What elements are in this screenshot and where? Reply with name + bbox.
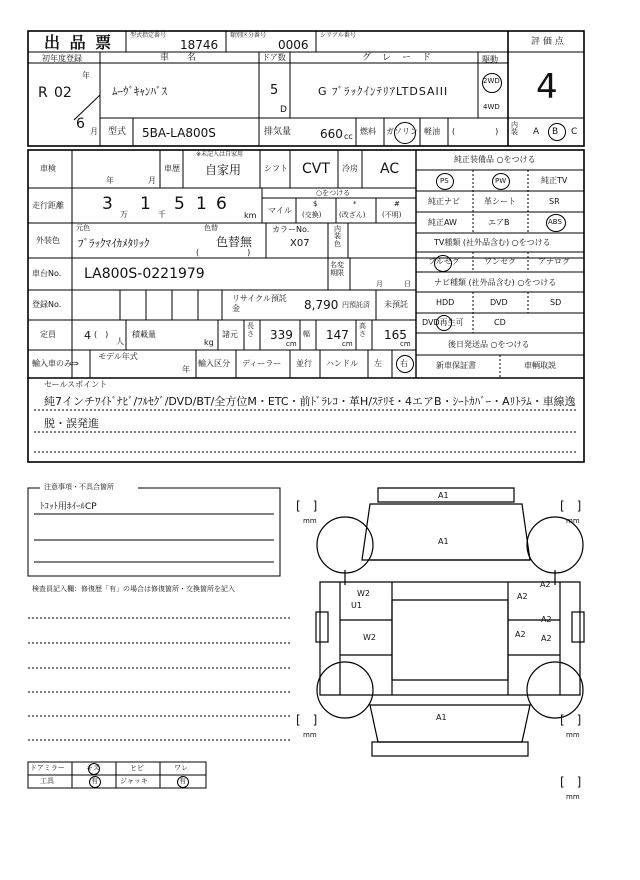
tire-bracket-fl: [ ] [296, 499, 318, 513]
tire-unit: mm [303, 517, 317, 525]
damage-mark: A2 [541, 615, 552, 624]
first-reg-label: 初年度登録 [42, 54, 82, 63]
recycle-value: 8,790 [304, 298, 339, 312]
displacement-unit: cc [344, 132, 353, 141]
capacity-paren: ( ) [94, 330, 109, 339]
tamper-text: (改ざん) [339, 211, 366, 219]
load-unit: kg [204, 338, 214, 347]
width-label: 幅 [303, 330, 310, 338]
handle-left: 左 [374, 359, 382, 368]
tire-unit: mm [566, 793, 580, 801]
mileage-unit-sen: 千 [158, 210, 166, 219]
fuel-label: 燃料 [360, 127, 376, 136]
import-parallel: 並行 [296, 359, 312, 368]
tire-bracket-rr: [ ] [560, 713, 582, 727]
legend-tools: 工具 [40, 777, 54, 785]
navi-dvd: DVD [490, 298, 508, 307]
mileage-unit-man: 万 [120, 210, 128, 219]
mileage-mark-title: ○をつける [316, 189, 351, 197]
chassis-value: LA800S-0221979 [84, 266, 205, 282]
doors-label: ドア数 [262, 53, 286, 62]
displacement-value: 660 [320, 127, 343, 141]
interior-b: B [552, 127, 559, 137]
displacement-label: 排気量 [264, 127, 292, 137]
tire-unit: mm [566, 517, 580, 525]
rating-value: 4 [536, 67, 558, 107]
color-no: X07 [290, 238, 310, 249]
damage-mark: A2 [515, 630, 526, 639]
interior-label: 内装 [511, 121, 518, 136]
length-label: 長さ [247, 322, 254, 338]
tamper-symbol: * [353, 200, 357, 208]
capacity-value: 4 [84, 329, 91, 342]
legend-jack: ジャッキ [120, 777, 148, 785]
car-name-label: 車 名 [160, 53, 197, 63]
navi-hdd: HDD [436, 298, 455, 307]
reg-month: 6 [76, 116, 85, 132]
handle-label: ハンドル [326, 359, 358, 368]
door-type: D [280, 105, 287, 115]
mileage-unit: km [244, 211, 257, 220]
length-unit: cm [286, 340, 297, 348]
year-unit: 年 [82, 71, 90, 80]
legend-tools-have: 有 [91, 777, 98, 785]
equip-airbag: エアB [488, 218, 510, 227]
reg-year: 02 [54, 85, 72, 101]
paint-label: 色替 [204, 224, 218, 232]
car-name: ﾑｰｳﾞｷｬﾝﾊﾞｽ [112, 85, 167, 98]
damage-mark: A2 [517, 592, 528, 601]
model-designation-value: 18746 [180, 38, 219, 52]
paint-value: 色替無 [216, 235, 253, 249]
mileage-digit: 3 [102, 194, 113, 214]
mile-label: マイル [268, 206, 292, 215]
equip-sr: SR [549, 197, 560, 206]
grade-value: G ﾌﾞﾗｯｸｲﾝﾃﾘｱLTDSAIII [318, 85, 449, 98]
tire-bracket-fr: [ ] [560, 499, 582, 513]
equip-genuine-tv: 純正TV [541, 176, 568, 185]
equip-abs: ABS [548, 218, 562, 226]
width-unit: cm [342, 340, 353, 348]
import-type-label: 輸入区分 [198, 359, 230, 368]
model-value: 5BA-LA800S [142, 126, 216, 140]
navi-dvd-play: DVD再生可 [422, 318, 464, 327]
drive-2wd: 2WD [483, 77, 500, 85]
paint-paren: ( ) [196, 248, 251, 257]
tv-fullseg: フルセグ [428, 257, 460, 266]
drive-4wd: 4WD [483, 103, 500, 111]
history-label: 車歴 [164, 164, 180, 173]
rating-label: 評 価 点 [531, 37, 564, 47]
exchange-text: (交換) [302, 211, 322, 219]
inspection-label: 車検 [40, 164, 56, 173]
height-label: 高さ [359, 322, 366, 338]
interior-a: A [533, 127, 540, 137]
dims-label: 諸元 [222, 330, 238, 339]
length-value: 339 [270, 328, 293, 342]
import-label: 輸入車のみ⇒ [32, 359, 79, 368]
tire-unit: mm [303, 731, 317, 739]
sales-label: セールスポイント [44, 380, 108, 389]
genuine-title: 純正装備品 ○をつける [454, 155, 536, 164]
recycle-label: リサイクル預託金 [232, 294, 287, 313]
tire-bracket-spare: [ ] [560, 775, 582, 789]
damage-mark: W2 [363, 633, 376, 642]
mileage-digit: 1 [140, 194, 151, 214]
tv-analog: アナログ [538, 257, 570, 266]
exchange-symbol: $ [313, 200, 318, 208]
equip-ps: PS [440, 177, 449, 185]
form-title: 出 品 票 [44, 33, 114, 52]
damage-mark: U1 [351, 601, 362, 610]
navi-cd: CD [494, 318, 506, 327]
fuel-gas: ガソリン [386, 127, 418, 136]
legend-jack-have: 有 [179, 777, 186, 785]
model-designation-label: 型式指定番号 [130, 32, 167, 39]
notes-line-1: ﾄｺｯﾄ用ﾎｲｰﾙCP [40, 502, 97, 512]
name-change-day: 日 [404, 280, 411, 288]
category-label: 類別区分番号 [230, 32, 267, 39]
inspection-month-unit: 月 [148, 176, 156, 185]
color-label: 外装色 [36, 236, 60, 245]
unknown-text: (不明) [382, 211, 402, 219]
after-title: 後日発送品 ○をつける [448, 340, 530, 349]
import-dealer: ディーラー [242, 359, 282, 368]
damage-mark: A1 [436, 713, 447, 722]
notes-label: 注意事項・不具合箇所 [44, 483, 114, 491]
category-value: 0006 [278, 38, 309, 52]
interior-c: C [571, 127, 578, 137]
inspection-year-unit: 年 [106, 176, 114, 185]
damage-mark: W2 [357, 589, 370, 598]
interior-color-label: 内装色 [334, 225, 341, 248]
sales-line-2: 脱・誤発進 [44, 417, 99, 430]
ac-label: 冷房 [342, 164, 358, 173]
after-warranty: 新車保証書 [436, 361, 476, 370]
damage-mark: A1 [438, 537, 449, 546]
month-unit: 月 [90, 127, 98, 136]
handle-right: 右 [400, 359, 408, 368]
height-unit: cm [400, 340, 411, 348]
inspector-label: 検査員記入欄：修復歴「有」の場合は修復箇所・交換箇所を記入 [32, 585, 235, 593]
fuel-light: 軽油 [424, 127, 440, 136]
tv-title: TV種類 (社外品含む) ○をつける [434, 238, 551, 247]
sales-line-1: 純7インチﾜｲﾄﾞﾅﾋﾞ/ﾌﾙｾｸﾞ/DVD/BT/全方位M・ETC・前ﾄﾞﾗﾚｺ・革H/ｽﾃﾘﾓ・4エアB・ｼｰﾄｶﾊﾞｰ・Aﾘﾄﾗﾑ・車線逸 [44, 395, 576, 408]
serial-label: シリアル番号 [320, 32, 356, 39]
drive-label: 駆動 [482, 55, 498, 64]
capacity-label: 定員 [40, 330, 56, 339]
legend-crack: ヒビ [130, 764, 144, 772]
history-value: 自家用 [205, 163, 242, 177]
tire-bracket-rl: [ ] [296, 713, 318, 727]
damage-mark: A2 [541, 634, 552, 643]
ac-value: AC [380, 161, 400, 177]
mileage-label: 走行距離 [32, 201, 64, 210]
legend-door-mirror: ドアミラー [30, 764, 65, 772]
equip-genuine-aw: 純正AW [428, 218, 457, 227]
damage-mark: A2 [540, 580, 551, 589]
original-color: ﾌﾞﾗｯｸﾏｲｶﾒﾀﾘｯｸ [78, 237, 150, 250]
chassis-label: 車台No. [32, 269, 62, 278]
model-label: 型式 [108, 127, 127, 137]
mileage-digit: 5 [174, 194, 185, 214]
navi-title: ナビ種類 (社外品含む) ○をつける [434, 278, 557, 287]
navi-sd: SD [550, 298, 562, 307]
doors-value: 5 [270, 83, 279, 98]
capacity-unit: 人 [116, 337, 124, 346]
equip-leather-seat: 革シート [484, 197, 516, 206]
name-change-month: 月 [376, 280, 383, 288]
era: R [38, 85, 48, 101]
legend-scratch: キズ [86, 764, 100, 772]
shift-label: シフト [264, 164, 288, 173]
height-value: 165 [384, 328, 407, 342]
legend-break: ワレ [174, 764, 188, 772]
grade-label: グ レ ー ド [362, 53, 433, 63]
original-color-label: 元色 [76, 224, 90, 232]
unknown-symbol: # [394, 200, 400, 208]
name-change-label: 名変期限 [330, 261, 344, 277]
tv-oneseg: ワンセグ [484, 257, 516, 266]
recycle-unit: 円預託済 [342, 301, 370, 309]
tire-unit: mm [566, 731, 580, 739]
color-no-label: カラーNo. [272, 225, 310, 234]
reg-no-label: 登録No. [32, 300, 62, 309]
mileage-digit: 1 [196, 194, 207, 214]
recycle-none: 未預託 [384, 300, 408, 309]
load-label: 積載量 [132, 330, 156, 339]
damage-mark: A1 [438, 491, 449, 500]
equip-genuine-navi: 純正ナビ [428, 197, 460, 206]
fuel-other: ( ) [452, 127, 499, 136]
history-note: ※未記入は自家用 [196, 151, 244, 158]
mileage-digit: 6 [216, 194, 227, 214]
equip-pw: PW [495, 177, 507, 185]
width-value: 147 [326, 328, 349, 342]
model-year-label: モデル年式 [98, 352, 138, 361]
model-year-unit: 年 [182, 365, 190, 374]
shift-value: CVT [302, 161, 330, 177]
after-manual: 車輌取説 [524, 361, 556, 370]
